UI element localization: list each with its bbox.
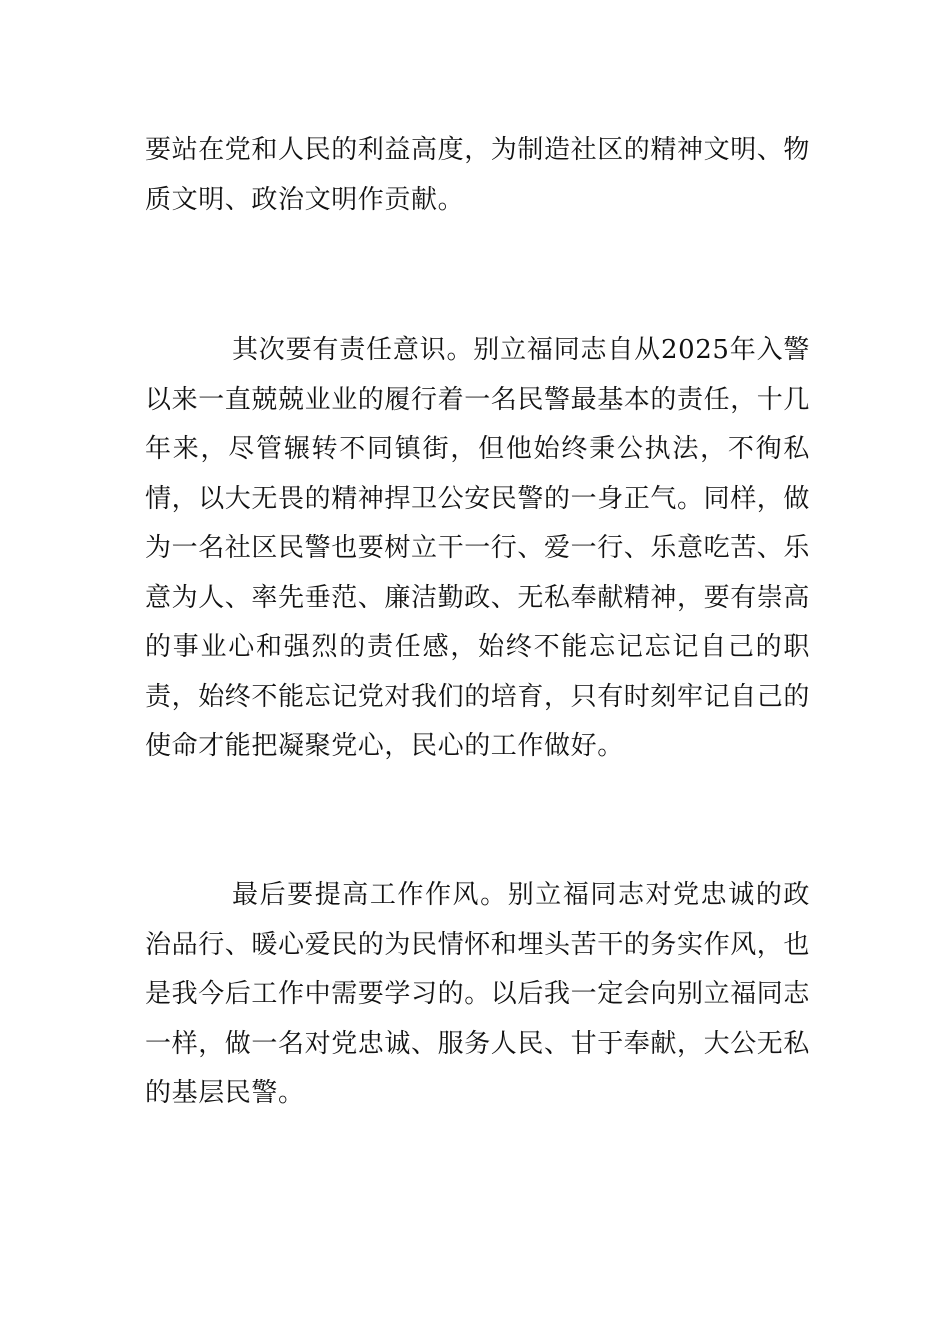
paragraph-continuation: 要站在党和人民的利益高度，为制造社区的精神文明、物质文明、政治文明作贡献。 xyxy=(145,135,811,215)
paragraph-responsibility: 其次要有责任意识。别立福同志自从2025年入警以来一直兢兢业业的履行着一名民警最基本的责任，十几年来，尽管辗转不同镇街，但他始终秉公执法，不徇私情，以大无畏的精神捍卫公安民警的一身正气。同样，做为一名社区民警也要树立干一行、爱一行、乐意吃苦、乐意为人、率先垂范、廉洁勤政、无私奉献精神，要有崇高的事业心和强烈的责任感，始终不能忘记忘记自己的职责，始终不能忘记党对我们的培育，只有时刻牢记自己的使命才能把凝聚党心，民心的工作做好。 xyxy=(145,335,811,761)
paragraph-work-style: 最后要提高工作作风。别立福同志对党忠诚的政治品行、暖心爱民的为民情怀和埋头苦干的务实作风，也是我今后工作中需要学习的。以后我一定会向别立福同志一样，做一名对党忠诚、服务人民、甘于奉献，大公无私的基层民警。 xyxy=(145,880,811,1108)
